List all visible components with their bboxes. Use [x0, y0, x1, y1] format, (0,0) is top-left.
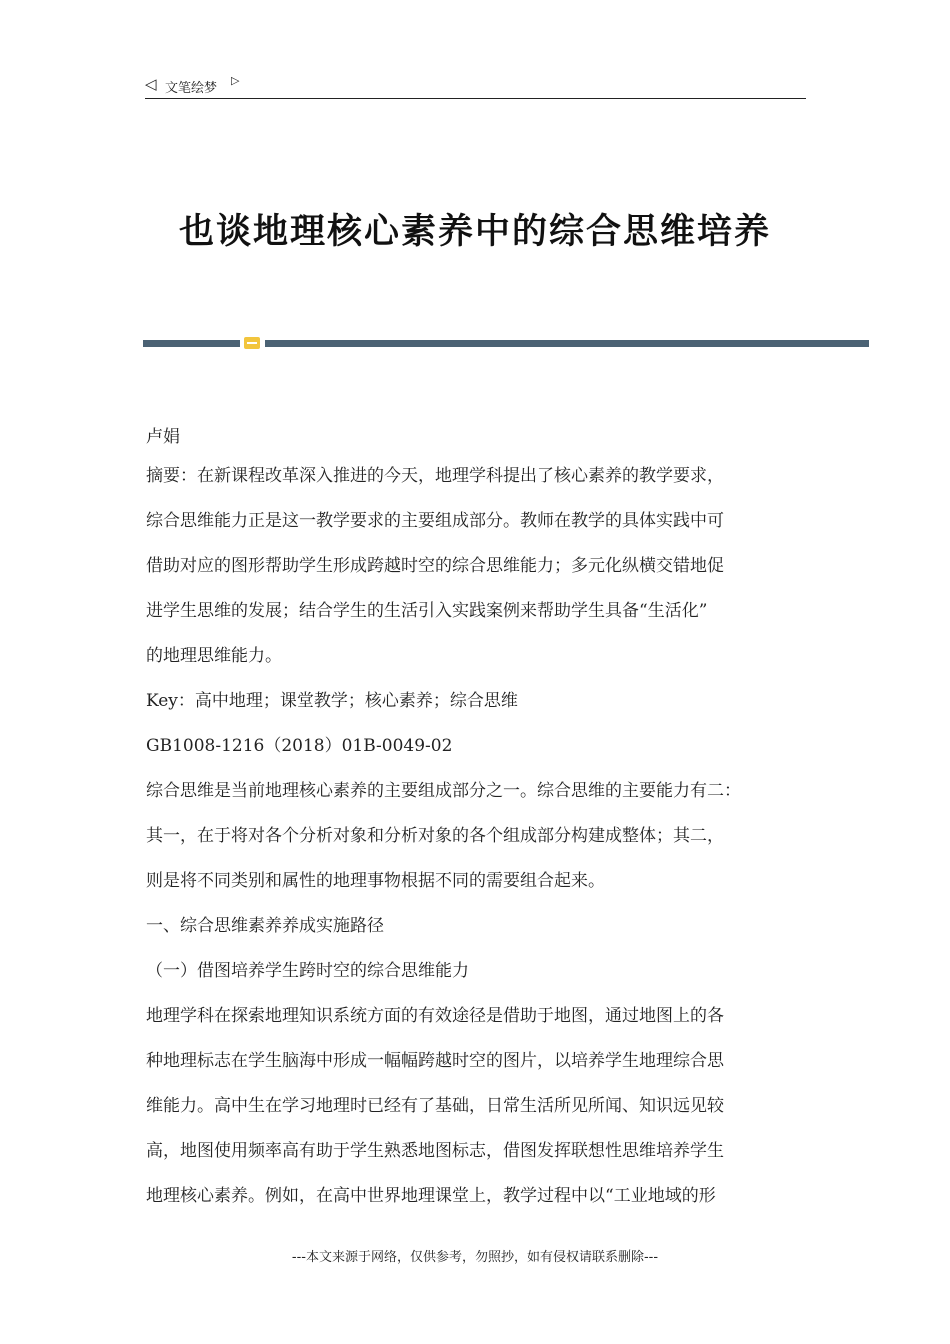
abstract-line: 借助对应的图形帮助学生形成跨越时空的综合思维能力；多元化纵横交错地促: [146, 556, 724, 576]
article-body: [146, 420, 806, 1219]
divider-right: [265, 340, 869, 347]
page-footer: ---本文来源于网络，仅供参考，勿照抄，如有侵权请联系删除---: [291, 1250, 659, 1265]
abstract-line: 综合思维能力正是这一教学要求的主要组成部分。教师在教学的具体实践中可: [146, 511, 724, 531]
section-heading: 一、综合思维素养养成实施路径: [146, 916, 384, 936]
classification-code: GB1008-1216（2018）01B-0049-02: [146, 736, 453, 756]
left-triangle-icon: ◁: [145, 75, 157, 93]
subsection-heading: （一）借图培养学生跨时空的综合思维能力: [146, 961, 469, 981]
divider-left: [143, 340, 240, 347]
page-header: [145, 72, 806, 99]
paragraph-line: 地理学科在探索地理知识系统方面的有效途径是借助于地图，通过地图上的各: [146, 1006, 724, 1026]
paragraph-line: 其一，在于将对各个分析对象和分析对象的各个组成部分构建成整体；其二，: [146, 826, 724, 846]
paragraph-line: 综合思维是当前地理核心素养的主要组成部分之一。综合思维的主要能力有二：: [146, 781, 741, 801]
paragraph-line: 种地理标志在学生脑海中形成一幅幅跨越时空的图片，以培养学生地理综合思: [146, 1051, 724, 1071]
abstract-line: 摘要：在新课程改革深入推进的今天，地理学科提出了核心素养的教学要求，: [146, 466, 724, 486]
paragraph-line: 地理核心素养。例如，在高中世界地理课堂上，教学过程中以“工业地域的形: [146, 1186, 716, 1206]
author: 卢娟: [146, 427, 180, 447]
paragraph-line: 则是将不同类别和属性的地理事物根据不同的需要组合起来。: [146, 871, 605, 891]
brand-name: 文笔绘梦: [165, 81, 218, 96]
abstract-line: 进学生思维的发展；结合学生的生活引入实践案例来帮助学生具备“生活化”: [146, 601, 708, 621]
page-title: 也谈地理核心素养中的综合思维培养: [178, 212, 771, 252]
keywords: Key：高中地理；课堂教学；核心素养；综合思维: [146, 691, 518, 711]
paragraph-line: 高，地图使用频率高有助于学生熟悉地图标志，借图发挥联想性思维培养学生: [146, 1141, 724, 1161]
right-triangle-icon: ▷: [231, 74, 240, 87]
book-icon: [244, 337, 260, 349]
paragraph-line: 维能力。高中生在学习地理时已经有了基础，日常生活所见所闻、知识远见较: [146, 1096, 724, 1116]
abstract-line: 的地理思维能力。: [146, 646, 282, 666]
